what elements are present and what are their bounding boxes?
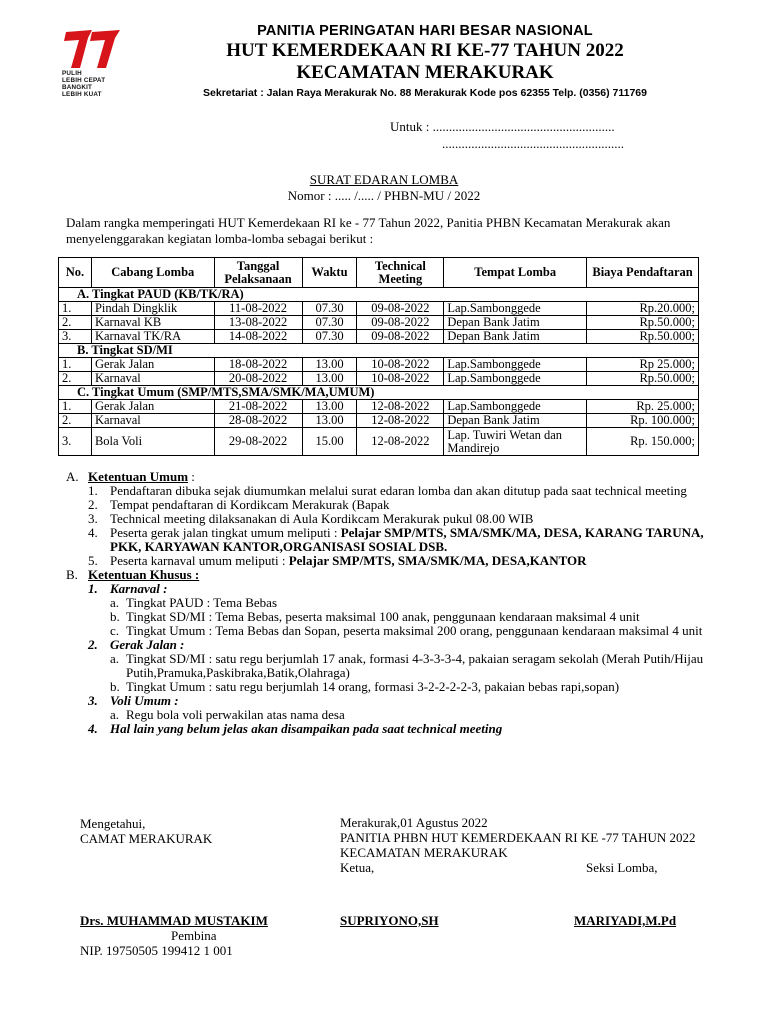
recipient-block [390,118,624,152]
cell-waktu: 15.00 [302,428,357,456]
section-row [59,288,699,302]
list-item: 5. Peserta karnaval umum meliputi : Pelajar SMP/MTS, SMA/SMK/MA, DESA,KANTOR [88,553,587,568]
table-row [59,316,699,330]
letterhead-address: Sekretariat : Jalan Raya Merakurak No. 88 Merakurak Kode pos 62355 Telp. (0356) 711769 [203,87,647,99]
recipient-label: Untuk : [390,119,430,134]
gerak-jalan-heading: 2. Gerak Jalan : [88,637,185,652]
cell-tempat: Depan Bank Jatim [444,414,587,428]
chairman-name: SUPRIYONO,SH [340,913,439,928]
cell-tm: 09-08-2022 [357,316,444,330]
cell-cabang: Bola Voli [91,428,214,456]
cell-biaya: Rp. 25.000; [587,400,699,414]
list-item: 1. Pendaftaran dibuka sejak diumumkan melalui surat edaran lomba dan akan ditutup pada saat technical meeting [88,483,687,498]
cell-waktu: 13.00 [302,372,357,386]
cell-tempat: Lap.Sambonggede [444,400,587,414]
cell-no: 2. [59,316,92,330]
cell-biaya: Rp.50.000; [587,316,699,330]
cell-tempat: Lap.Sambonggede [444,302,587,316]
cell-no: 3. [59,330,92,344]
header-cabang: Cabang Lomba [91,258,214,288]
section-row [59,386,699,400]
header-tanggal: Tanggal Pelaksanaan [214,258,302,288]
cell-tanggal: 18-08-2022 [214,358,302,372]
header-no: No. [59,258,92,288]
committee-line-1: PANITIA PHBN HUT KEMERDEKAAN RI KE -77 TAHUN 2022 [340,830,696,845]
chairman-label: Ketua, [340,860,375,875]
list-item: a. Tingkat PAUD : Tema Bebas [110,595,278,610]
cell-biaya: Rp. 150.000; [587,428,699,456]
cell-tm: 12-08-2022 [357,414,444,428]
table-row [59,302,699,316]
camat-name: Drs. MUHAMMAD MUSTAKIM [80,913,268,928]
letterhead-committee: PANITIA PERINGATAN HARI BESAR NASIONAL [257,23,593,39]
section-head-label: Seksi Lomba, [586,860,658,875]
camat-nip: NIP. 19750505 199412 1 001 [80,943,233,958]
cell-cabang: Karnaval [91,414,214,428]
cell-tempat: Lap.Sambonggede [444,358,587,372]
cell-tanggal: 14-08-2022 [214,330,302,344]
section-row [59,344,699,358]
camat-label: CAMAT MERAKURAK [80,831,213,846]
cell-waktu: 07.30 [302,302,357,316]
cell-cabang: Karnaval KB [91,316,214,330]
list-item: 4. Peserta gerak jalan tingkat umum meliputi : Pelajar SMP/MTS, SMA/SMK/MA, DESA, KARANG TARUNA, PKK, KARYAWAN KANTOR,ORGANISASI SOSIAL DSB. [88,525,704,554]
list-item: a. Regu bola voli perwakilan atas nama desa [110,707,345,722]
letter-title-block [0,172,768,204]
committee-line-2: KECAMATAN MERAKURAK [340,845,508,860]
cell-cabang: Karnaval [91,372,214,386]
cell-tm: 10-08-2022 [357,358,444,372]
table-row [59,414,699,428]
table-row [59,358,699,372]
table-header-row [59,258,699,288]
cell-tm: 09-08-2022 [357,330,444,344]
cell-tempat: Depan Bank Jatim [444,330,587,344]
competition-table [58,257,699,456]
cell-waktu: 13.00 [302,358,357,372]
cell-tm: 10-08-2022 [357,372,444,386]
cell-biaya: Rp.20.000; [587,302,699,316]
cell-tanggal: 21-08-2022 [214,400,302,414]
karnaval-heading: 1. Karnaval : [88,581,168,596]
cell-no: 2. [59,372,92,386]
letter-title: SURAT EDARAN LOMBA [309,172,459,187]
cell-cabang: Gerak Jalan [91,358,214,372]
cell-tm: 12-08-2022 [357,428,444,456]
cell-tanggal: 13-08-2022 [214,316,302,330]
section-title: C. Tingkat Umum (SMP/MTS,SMA/SMK/MA,UMUM) [59,386,699,400]
list-item: b. Tingkat Umum : satu regu berjumlah 14 orang, formasi 3-2-2-2-2-3, pakaian bebas rapi,sopan) [110,679,620,694]
cell-biaya: Rp.50.000; [587,330,699,344]
list-item: 2. Tempat pendaftaran di Kordikcam Merakurak (Bapak [88,497,390,512]
acknowledged-label: Mengetahui, [80,816,146,831]
cell-tanggal: 20-08-2022 [214,372,302,386]
list-item: 3. Technical meeting dilaksanakan di Aula Kordikcam Merakurak pukul 08.00 WIB [88,511,534,526]
cell-waktu: 07.30 [302,316,357,330]
voli-heading: 3. Voli Umum : [88,693,179,708]
letter-number: Nomor : ..... /..... / PHBN-MU / 2022 [287,188,481,203]
pembina-label: Pembina [171,928,217,943]
recipient-line-2: ........................................................ [442,136,624,151]
cell-no: 2. [59,414,92,428]
cell-tempat: Depan Bank Jatim [444,316,587,330]
table-row [59,400,699,414]
recipient-line-1: ........................................................ [432,119,615,134]
signature-left [80,816,212,846]
cell-tanggal: 28-08-2022 [214,414,302,428]
cell-no: 1. [59,358,92,372]
hut-77-logo [58,28,124,102]
letterhead [150,22,700,100]
list-item: a. Tingkat SD/MI : satu regu berjumlah 17 anak, formasi 4-3-3-3-4, pakaian seragam sekolah (Merah Putih/Hijau Putih,Pramuka,Paskibraka,Batik,Olahraga) [110,651,704,680]
cell-waktu: 13.00 [302,400,357,414]
other-provisions: 4. Hal lain yang belum jelas akan disampaikan pada saat technical meeting [88,721,503,736]
cell-biaya: Rp 25.000; [587,358,699,372]
cell-waktu: 13.00 [302,414,357,428]
header-technical-meeting: Technical Meeting [357,258,444,288]
list-item: c. Tingkat Umum : Tema Bebas dan Sopan, peserta maksimal 200 orang, penggunaan kendaraan maksimal 4 unit [110,623,703,638]
cell-cabang: Karnaval TK/RA [91,330,214,344]
section-title: A. Tingkat PAUD (KB/TK/RA) [59,288,699,302]
cell-tm: 09-08-2022 [357,302,444,316]
header-waktu: Waktu [302,258,357,288]
header-biaya: Biaya Pendaftaran [587,258,699,288]
general-provisions-heading: A. Ketentuan Umum : [66,469,195,484]
cell-no: 1. [59,302,92,316]
section-head-name: MARIYADI,M.Pd [574,913,677,928]
section-title: B. Tingkat SD/MI [59,344,699,358]
cell-waktu: 07.30 [302,330,357,344]
cell-biaya: Rp. 100.000; [587,414,699,428]
table-row [59,428,699,456]
intro-paragraph: Dalam rangka memperingati HUT Kemerdekaan RI ke - 77 Tahun 2022, Panitia PHBN Kecamatan Merakurak akan menyelenggarakan kegiatan lomba-lomba sebagai berikut : [66,215,671,246]
letterhead-event: HUT KEMERDEKAAN RI KE-77 TAHUN 2022 [226,40,624,61]
logo-77-mark [58,28,124,72]
cell-tempat: Lap.Sambonggede [444,372,587,386]
header-tempat: Tempat Lomba [444,258,587,288]
cell-tm: 12-08-2022 [357,400,444,414]
logo-tagline: PULIH LEBIH CEPAT BANGKIT LEBIH KUAT [62,70,106,98]
provisions [66,470,726,736]
cell-cabang: Gerak Jalan [91,400,214,414]
place-date: Merakurak,01 Agustus 2022 [340,815,488,830]
specific-provisions-heading: B. Ketentuan Khusus : [66,567,200,582]
cell-biaya: Rp.50.000; [587,372,699,386]
cell-tanggal: 11-08-2022 [214,302,302,316]
cell-cabang: Pindah Dingklik [91,302,214,316]
cell-no: 3. [59,428,92,456]
list-item: b. Tingkat SD/MI : Tema Bebas, peserta maksimal 100 anak, penggunaan kendaraan maksimal 4 unit [110,609,640,624]
letterhead-district: KECAMATAN MERAKURAK [296,62,554,83]
table-row [59,372,699,386]
table-row [59,330,699,344]
cell-tempat: Lap. Tuwiri Wetan dan Mandirejo [444,428,587,456]
cell-tanggal: 29-08-2022 [214,428,302,456]
cell-no: 1. [59,400,92,414]
